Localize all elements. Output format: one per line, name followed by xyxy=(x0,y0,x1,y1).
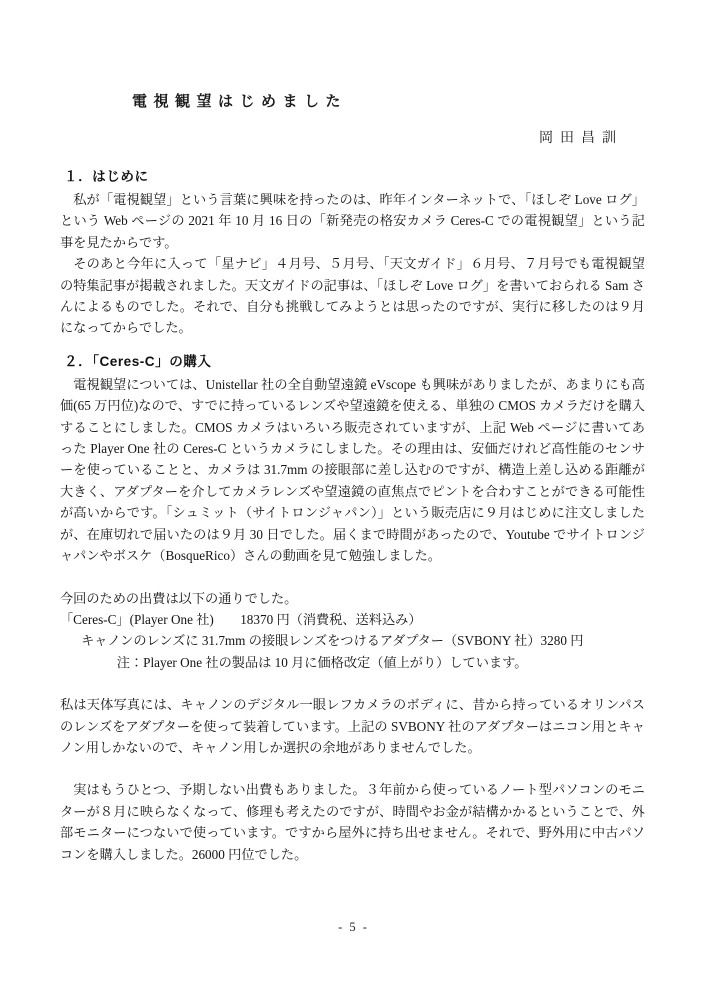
author-name: 岡田昌訓 xyxy=(539,129,623,145)
expense-line: キャノンのレンズに 31.7mm の接眼レンズをつけるアダプター（SVBONY 社）3280 円 xyxy=(81,633,584,649)
page-number: - 5 - xyxy=(338,919,369,934)
section-heading-introduction: １．はじめに xyxy=(64,169,149,184)
expenses-intro: 今回のための出費は以下の通りでした。 xyxy=(60,590,298,606)
paragraph: そのあと今年に入って「星ナビ」４月号、５月号、「天文ガイド」６月号、７月号でも電視観望の特集記事が掲載されました。天文ガイドの記事は、「ほしぞ Love ログ」を書いておられる Sam さんによるものでした。それで、自分も挑戦してみようとは思ったのですが、実行に移したのは９月になってからでした。 xyxy=(60,256,645,336)
paragraph: 実はもうひとつ、予期しない出費もありました。３年前から使っているノート型パソコンのモニターが８月に映らなくなって、修理も考えたのですが、時間やお金が結構かかるということで、外部モニターにつないで使っています。ですから屋外に持ち出せません。それで、野外用に中古パソコンを購入しました。26000 円位でした。 xyxy=(60,782,645,862)
expense-line: 「Ceres-C」(Player One 社) 18370 円（消費税、送料込み） xyxy=(60,611,422,627)
expense-note-line: 注：Player One 社の製品は 10 月に価格改定（値上がり）しています。 xyxy=(116,654,528,670)
paragraph: 電視観望については、Unistellar 社の全自動望遠鏡 eVscope も興味がありましたが、あまりにも高価(65 万円位)なので、すでに持っているレンズや望遠鏡を使える、単独の CMOS カメラだけを購入することにしました。CMOS カメラはいろいろ販売されていますが、上記 Web ページに書いてあった Player One 社の Ceres-C というカメラにしました。その理由は、安価だけれど高性能のセンサーを使っていることと、カメラは 31.7mm の接眼部に差し込むのですが、構造上差し込める距離が大きく、アダプターを介してカメラレンズや望遠鏡の直焦点でピントを合わすことができる可能性が高いからです。「シュミット（サイトロンジャパン）」という販売店に９月はじめに注文しましたが、在庫切れで届いたのは９月 30 日でした。届くまで時間があったので、Youtube でサイトロンジャパンやボスケ（BosqueRico）さんの動画を見て勉強しました。 xyxy=(60,376,645,564)
paragraph: 私は天体写真には、キャノンのデジタル一眼レフカメラのボディに、昔から持っているオリンパスのレンズをアダプターを使って装着しています。上記の SVBONY 社のアダプターはニコン用とキャノン用しかないので、キャノン用しか選択の余地がありませんでした。 xyxy=(60,697,645,755)
paragraph: 私が「電視観望」という言葉に興味を持ったのは、昨年インターネットで、「ほしぞ Love ログ」という Web ページの 2021 年 10 月 16 日の「新発売の格安カメラ Ceres-C での電視観望」という記事を見たからです。 xyxy=(60,192,645,250)
page-title: 電視観望はじめました xyxy=(132,93,348,110)
section-ceres-c-purchase xyxy=(60,353,645,865)
section-introduction xyxy=(60,168,645,339)
section-heading-purchase: ２．「Ceres-C」の購入 xyxy=(64,353,212,369)
